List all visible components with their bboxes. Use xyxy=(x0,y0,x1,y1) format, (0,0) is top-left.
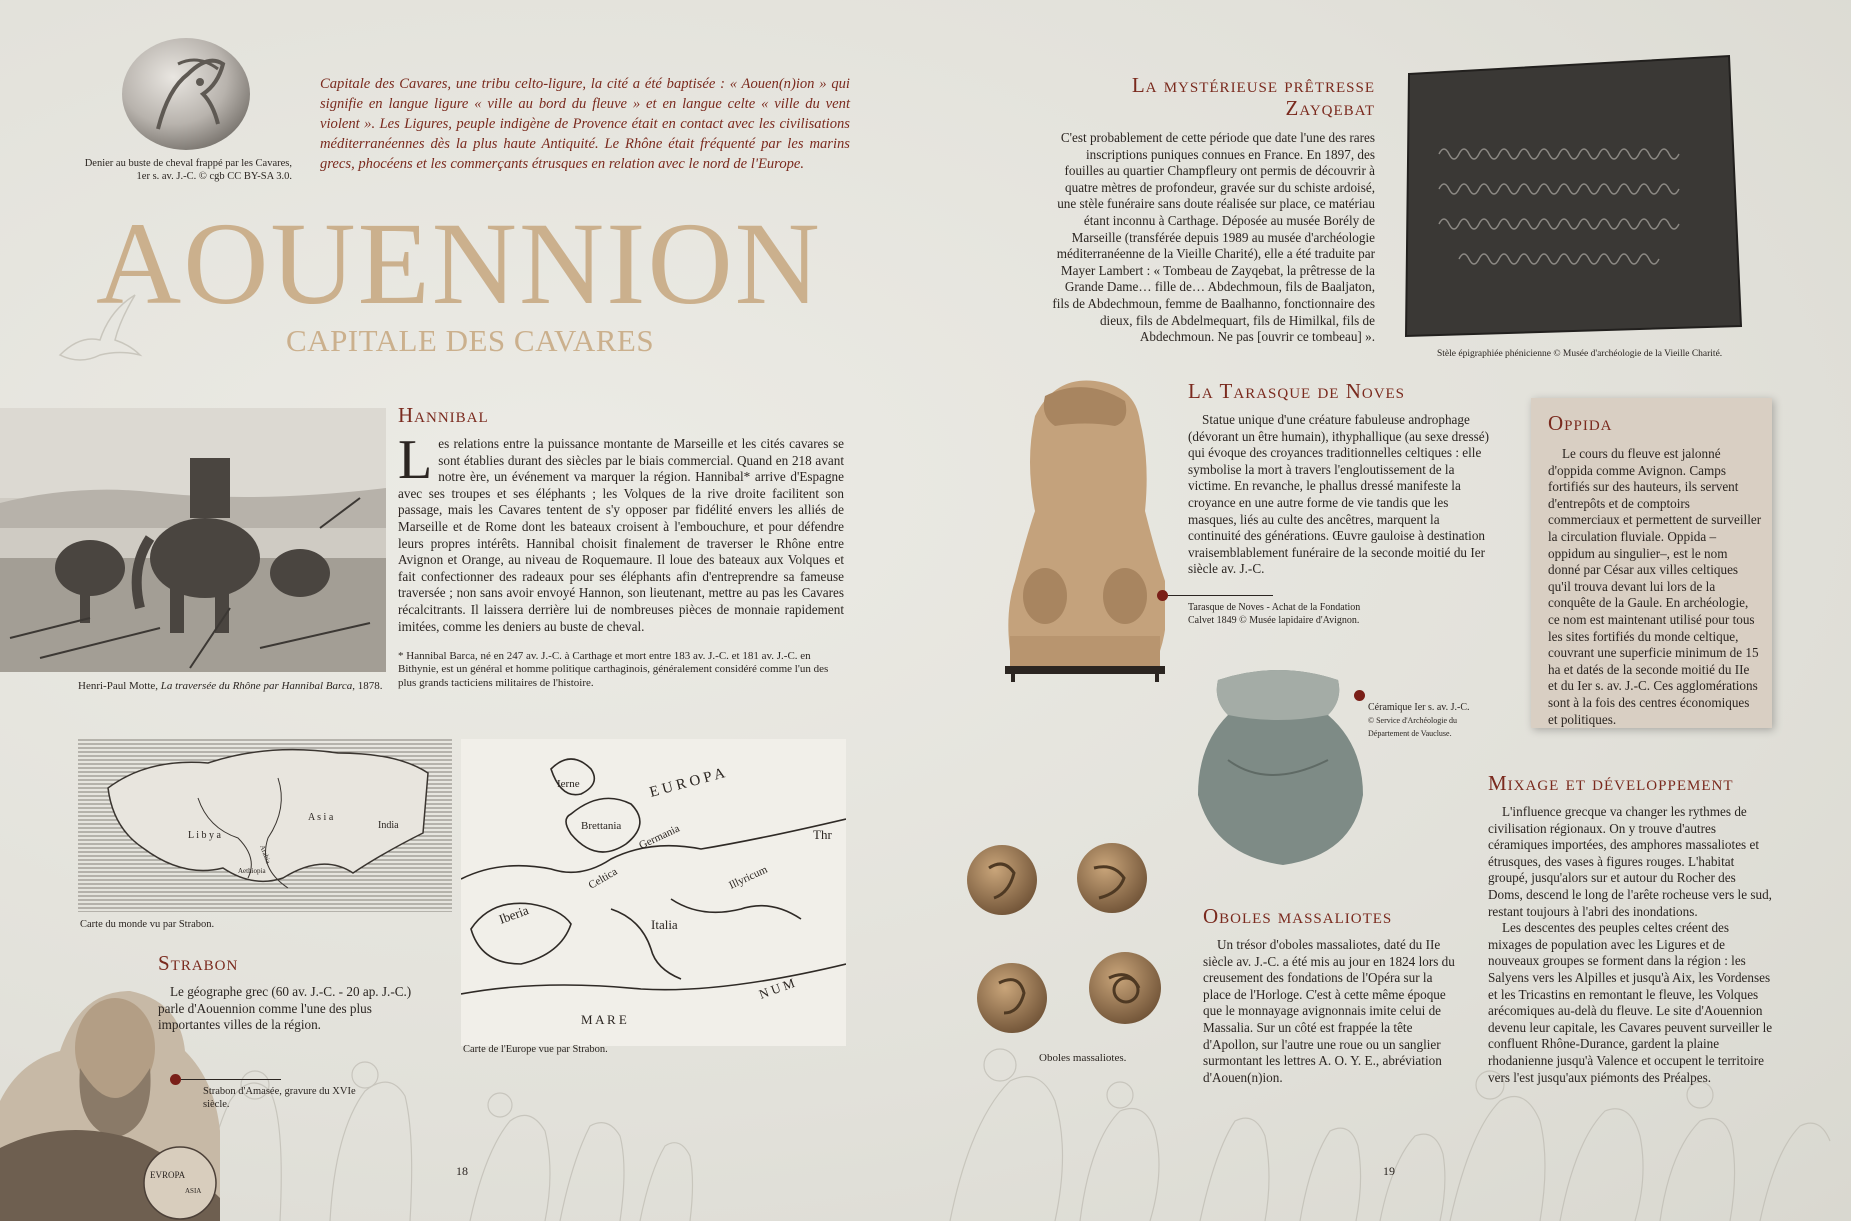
ceramic-caption-line3: Département de Vaucluse. xyxy=(1368,729,1452,738)
map-label-celtica: Celtica xyxy=(586,865,620,892)
map-label-num: N U M xyxy=(756,975,797,1002)
pretresse-body: C'est probablement de cette période que date l'une des rares inscriptions puniques connues en France. En 1897, des fouilles au quartier Champfleury ont permis de découvrir à quatre mètres de profondeur, gravée sur du schiste ardoisé, une stèle funéraire sans doute réalisée sur place, ce matériau étant inconnu à Carthage. Déposée au musée Borély de Marseille (transférée depuis 1989 au musée d'archéologie méditerranéenne de la Vieille Charité), elle a été traduite par Mayer Lambert : « Tombeau de Zayqebat, la prêtresse de la Grande Dame… fille de… Abdechmoun, fils de Baaljaton, fils de Abdechmoun, femme de Baalhanno, fonctionnaire des dieux, fils de Abdelmequart, fils de Himilkal, fils de Abdechmoun. Ne pas [ouvrir ce tombeau] ». xyxy=(1052,130,1375,345)
punic-stele-image xyxy=(1399,54,1743,338)
tarasque-caption xyxy=(1188,601,1418,627)
page-number-left: 18 xyxy=(456,1164,468,1178)
mixage-body-para1: L'influence grecque va changer les rythmes de civilisation régionaux. On y trouve d'autres céramiques importées, des amphores massaliotes et étrusques, des vases à figures rouges. L'habitat groupé, jusqu'alors sur et autour du Rocher des Doms, descend le long de l'arête rocheuse vers le sud, restant toujours à l'abri des inondations. xyxy=(1488,804,1772,919)
caption-title: La traversée du Rhône par Hannibal Barca xyxy=(160,680,353,692)
tarasque-body: Statue unique d'une créature fabuleuse androphage (dévorant un être humain), ithyphallique (au sexe dressé) qui évoque des croyances traditionnelles celtiques : elle symbolise la mort à travers l'engloutissement de la victime. En revanche, le phallus dressé manifeste la croyance en une autre forme de vie tandis que les masques, liés au culte des ancêtres, marquent la continuité des générations. Œuvre gauloise à destination vraisemblablement funéraire de la seconde moitié du Ier siècle av. J.-C. xyxy=(1188,412,1490,577)
horse-denier-coin-image xyxy=(118,34,254,152)
pretresse-heading xyxy=(1045,74,1375,120)
caption-bullet xyxy=(1354,690,1365,701)
hannibal-heading: Hannibal xyxy=(398,403,489,427)
hannibal-footnote: * Hannibal Barca, né en 247 av. J.-C. à Carthage et mort entre 183 av. J.-C. et 181 av. J.-C. en Bithynie, est un général et homme politique carthaginois, généralement considéré comme l'un des plus grands tacticiens militaires de l'histoire. xyxy=(398,650,829,689)
oppida-box xyxy=(1531,398,1772,728)
caption-bullet xyxy=(170,1074,181,1085)
tarasque-caption-line1: Tarasque de Noves - Achat de la Fondation xyxy=(1188,602,1361,613)
ceramic-vessel-image xyxy=(1188,660,1368,868)
hannibal-image-caption xyxy=(78,680,388,693)
map-label-mare: M A R E xyxy=(581,1012,627,1027)
mixage-heading: Mixage et développement xyxy=(1488,771,1734,795)
map-label-aethiopia: Aethiopia xyxy=(238,867,266,875)
intro-paragraph: Capitale des Cavares, une tribu celto-ligure, la cité a été baptisée : « Aouen(n)ion » qui signifie en langue ligure « ville au bord du fleuve » et en langue celte « ville du vent violent ». Les Ligures, peuple indigène de Provence était en contact avec les civilisations méditerranéennes dès la plus haute Antiquité. Le Rhône était fréquenté par les marins grecs, phocéens et les commerçants étrusques en relation avec le nord de l'Europe. xyxy=(320,76,850,172)
strabon-heading: Strabon xyxy=(158,951,239,975)
tarasque-caption-line2: Calvet 1849 © Musée lapidaire d'Avignon. xyxy=(1188,615,1360,626)
map-label-iberia: Iberia xyxy=(496,902,531,927)
map-label-asia: A s i a xyxy=(308,812,334,823)
strabon-world-map-image xyxy=(78,738,452,912)
caption-author: Henri-Paul Motte, xyxy=(78,680,161,692)
hannibal-body-text: es relations entre la puissance montante de Marseille et les cités cavares se sont établies durant des siècles par le biais commercial. Quand en 218 avant notre ère, un événement va marquer la région. Hannibal* arrive d'Espagne avec ses troupes et ses éléphants ; les Volques de la rive droite facilitent son passage, mais les Cavares tentent de s'y opposer par fidélité envers les alliés de Marseille et de Rome dont les bateaux croisent à l'embouchure, et pour défendre leurs propres intérêts. Hannibal choisit finalement de traverser le Rhône entre Avignon et Orange, au niveau de Roquemaure. Il loue des bateaux aux Volques et fait confectionner des radeaux pour ses éléphants afin d'entreprendre sa fameuse traversée ; non sans avoir envoyé Hannon, son lieutenant, mettre au pas les Cavares récalcitrants. Il laissera derrière lui de nombreuses pièces de monnaie rapidement imitées, comme les deniers au buste de cheval. xyxy=(398,436,844,634)
map-label-italia: Italia xyxy=(651,917,678,932)
strabon-body: Le géographe grec (60 av. J.-C. - 20 ap. J.-C.) parle d'Aouennion comme l'une des plus importantes villes de la région. xyxy=(158,984,412,1033)
caption-bullet xyxy=(1157,590,1168,601)
world-map-caption: Carte du monde vu par Strabon. xyxy=(80,919,215,930)
stele-caption: Stèle épigraphiée phénicienne © Musée d'archéologie de la Vieille Charité. xyxy=(1437,349,1723,359)
tarasque-heading: La Tarasque de Noves xyxy=(1188,379,1406,403)
coin-caption-line1: Denier au buste de cheval frappé par les Cavares, xyxy=(84,158,292,169)
hannibal-crossing-image xyxy=(0,408,386,672)
ceramic-caption xyxy=(1368,701,1470,740)
map-label-thr: Thr xyxy=(813,827,832,842)
europe-map-caption: Carte de l'Europe vue par Strabon. xyxy=(463,1044,608,1055)
massaliote-obols-image xyxy=(964,838,1164,1048)
page-subtitle: CAPITALE DES CAVARES xyxy=(286,323,655,358)
hannibal-body xyxy=(398,429,844,635)
caption-rule xyxy=(1168,595,1273,596)
obols-caption: Oboles massaliotes. xyxy=(1039,1052,1127,1064)
map-label-india: India xyxy=(378,820,399,831)
mixage-body xyxy=(1488,804,1773,1086)
map-label-germania: Germania xyxy=(637,822,682,852)
tarasque-statue-image xyxy=(1005,376,1165,682)
globe-label-asia: ASIA xyxy=(185,1187,202,1195)
globe-label-europa: EVROPA xyxy=(150,1170,186,1180)
strabon-europe-map-image xyxy=(461,739,846,1046)
ceramic-caption-line2: © Service d'Archéologie du xyxy=(1368,716,1458,725)
coin-caption-line2: 1er s. av. J.-C. © cgb CC BY-SA 3.0. xyxy=(136,171,292,182)
map-label-ierne: Ierne xyxy=(557,778,580,790)
map-label-brettania: Brettania xyxy=(581,820,622,832)
hannibal-dropcap: L xyxy=(398,429,433,491)
caption-year: , 1878. xyxy=(352,680,383,692)
page-number-right: 19 xyxy=(1383,1164,1395,1178)
oppida-body: Le cours du fleuve est jalonné d'oppida comme Avignon. Camps fortifiés sur des hauteurs, ils servent d'entrepôts et de comptoirs commerciaux et permettent de surveiller la circulation fluviale. Oppida – oppidum au singulier–, est le nom donné par César aux villes celtiques qu'il trouva devant lui lors de la conquête de la Gaule. En archéologie, ce nom est maintenant utilisé pour tous les sites fortifiés du monde celtique, couvrant une superficie minimum de 15 ha et datés de la seconde moitié du IIe et du Ier s. av. J.-C. Ces agglomérations sont à la fois des centres économiques et politiques. xyxy=(1548,446,1762,727)
pretresse-heading-line2: Zayqebat xyxy=(1285,96,1375,121)
pretresse-heading-line1: La mystérieuse prêtresse xyxy=(1131,73,1375,97)
map-label-libya: L i b y a xyxy=(188,830,221,841)
map-label-illyricum: Illyricum xyxy=(727,863,770,892)
map-label-europa: E U R O P A xyxy=(647,765,727,801)
strabon-caption: Strabon d'Amasée, gravure du XVIe siècle. xyxy=(203,1086,356,1110)
mixage-body-para2: Les descentes des peuples celtes créent des mixages de population avec les Ligures et de nouveaux groupes se forment dans la région : les Salyens vers les Alpilles et jusqu'à Aix, les Vordenses et les Tricastins en remontant le fleuve, les Volques arécomiques au-delà du fleuve. Le site d'Aouennion devenu leur capitale, les Cavares peuvent surveiller le confluent Rhône-Durance, gardent la plaine rhodanienne jusqu'à Valence et occupent le territoire vers l'est jusqu'aux piémonts des Préalpes. xyxy=(1488,920,1773,1085)
seagull-sketch-icon xyxy=(55,290,145,370)
map-label-arabia: Arabia xyxy=(258,843,273,865)
oppida-heading: Oppida xyxy=(1548,411,1613,435)
page-title: AOUENNION xyxy=(96,198,822,329)
oboles-body: Un trésor d'oboles massaliotes, daté du IIe siècle av. J.-C. a été mis au jour en 1824 lors du creusement des fondations de l'Opéra sur la place de l'Horloge. C'est à cette même époque que le monnayage avignonnais imite celui de Massalia. Sur un côté est frappée la tête d'Apollon, sur l'autre une roue ou un sanglier surmontant les lettres A. O. Y. E., abréviation d'Aouen(n)ion. xyxy=(1203,937,1455,1085)
coin-caption xyxy=(76,157,292,183)
oboles-heading: Oboles massaliotes xyxy=(1203,904,1393,928)
caption-rule xyxy=(181,1079,281,1080)
ceramic-caption-line1: Céramique Ier s. av. J.-C. xyxy=(1368,702,1470,713)
